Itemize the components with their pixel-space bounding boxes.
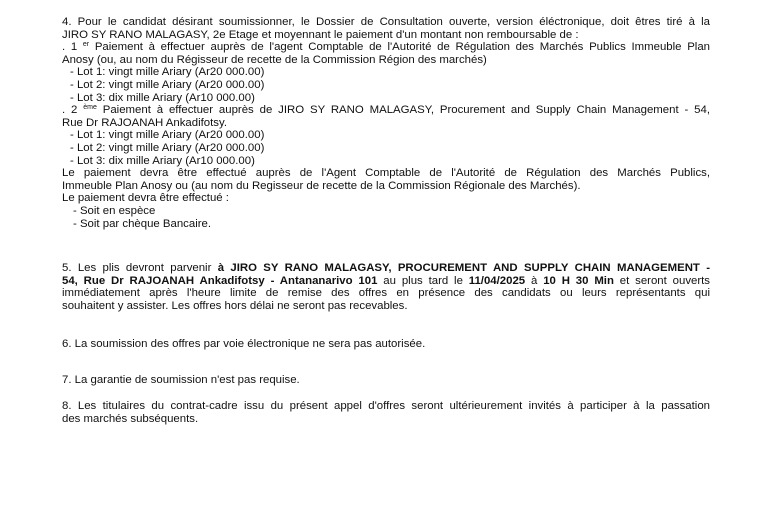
section-4-line-2: JIRO SY RANO MALAGASY, 2e Etage et moyennant le paiement d'un montant non remboursable de : (62, 28, 579, 41)
payment-note-line-1: Le paiement devra être effectué auprès de l'Agent Comptable de l'Autorité de Régulation des Marchés Publics, (62, 167, 710, 180)
section-5-line-4: souhaitent y assister. Les offres hors délai ne seront pas recevables. (62, 299, 408, 312)
lot-item: - Lot 1: vingt mille Ariary (Ar20 000.00) (70, 129, 265, 142)
payment-note-line-2: Immeuble Plan Anosy ou (au nom du Regisseur de recette de la Commission Régionale des Marchés). (62, 179, 581, 192)
deadline-date: 11/04/2025 (468, 274, 526, 287)
payment-1-text: Paiement à effectuer auprès de l'agent Comptable de l'Autorité de Régulation des Marchés Publics Immeuble Plan (89, 41, 710, 54)
section-5 (62, 262, 710, 312)
section-5-text: à (525, 274, 544, 287)
payment-1-line-2: Anosy (ou, au nom du Régisseur de recette de la Commission Région des marchés) (62, 53, 487, 66)
section-6-line: 6. La soumission des offres par voie électronique ne sera pas autorisée. (62, 338, 426, 350)
payment-mode-title: Le paiement devra être effectué : (62, 192, 229, 205)
lot-item: - Lot 2: vingt mille Ariary (Ar20 000.00) (70, 78, 265, 91)
payment-1-prefix: . 1 (62, 41, 83, 54)
payment-2-superscript: ème (83, 104, 97, 112)
section-5-line-1 (62, 262, 710, 275)
lot-item: - Lot 3: dix mille Ariary (Ar10 000.00) (70, 91, 255, 104)
payment-mode-item: - Soit par chèque Bancaire. (73, 217, 212, 230)
payment-1-superscript: er (82, 41, 90, 49)
section-8-line-2: des marchés subséquents. (62, 412, 199, 425)
lot-item: - Lot 2: vingt mille Ariary (Ar20 000.00) (70, 141, 265, 154)
section-6 (62, 338, 710, 351)
lot-item: - Lot 3: dix mille Ariary (Ar10 000.00) (70, 154, 255, 167)
payment-2-line-2: Rue Dr RAJOANAH Ankadifotsy. (62, 116, 228, 129)
payment-mode-item: - Soit en espèce (73, 204, 156, 217)
section-5-text: 5. Les plis devront parvenir (62, 262, 218, 274)
payment-2-prefix: . 2 (62, 104, 84, 117)
section-7 (62, 374, 710, 387)
payment-2-line (62, 104, 710, 117)
section-4 (62, 16, 710, 230)
section-4-line-1: 4. Pour le candidat désirant soumissionner, le Dossier de Consultation ouverte, version éléctronique, doit êtres tiré à la (62, 16, 710, 28)
lot-item: - Lot 1: vingt mille Ariary (Ar20 000.00) (70, 66, 265, 79)
deadline-time: 10 H 30 Min (543, 274, 614, 287)
section-5-text: et seront ouverts (613, 274, 710, 287)
payment-1-line (62, 41, 710, 54)
section-8-line-1: 8. Les titulaires du contrat-cadre issu du présent appel d'offres seront ultérieurement invités à participer à la passation (62, 400, 710, 412)
section-7-line: 7. La garantie de soumission n'est pas requise. (62, 374, 300, 386)
section-5-text: au plus tard le (377, 274, 469, 287)
section-8 (62, 400, 710, 425)
section-5-line-2 (62, 275, 710, 288)
section-5-address: 54, Rue Dr RAJOANAH Ankadifotsy - Antananarivo 101 (62, 274, 378, 287)
section-5-recipient: à JIRO SY RANO MALAGASY, PROCUREMENT AND SUPPLY CHAIN MANAGEMENT - (217, 262, 710, 274)
section-5-line-3: immédiatement après l'heure limite de remise des offres en présence des candidats ou leurs représentants qui (62, 287, 710, 300)
payment-2-text: Paiement à effectuer auprès de JIRO SY RANO MALAGASY, Procurement and Supply Chain Management - 54, (96, 104, 710, 117)
